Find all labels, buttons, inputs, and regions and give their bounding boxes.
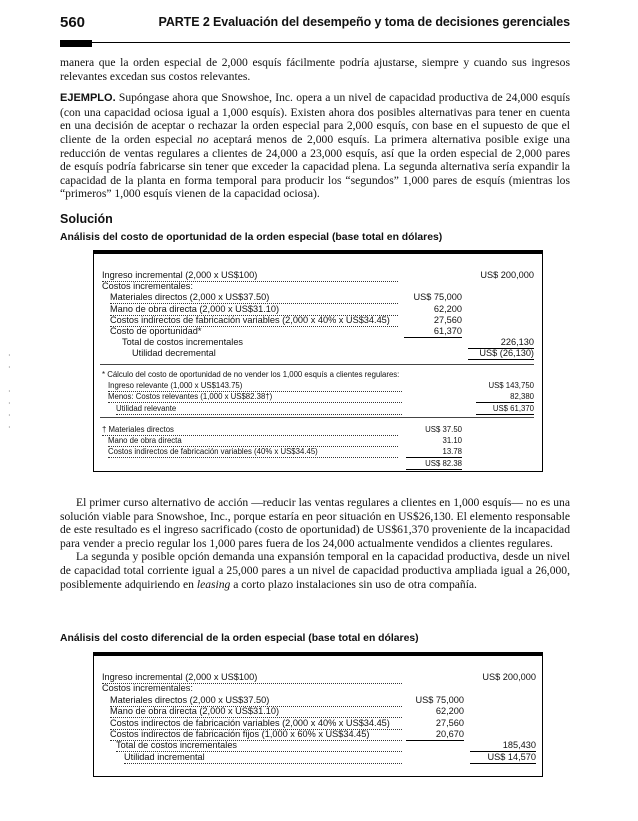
row-label: Utilidad relevante [116,403,402,415]
row-label: Costos indirectos de fabricación fijos (1,000 x 60% x US$34.45) [110,729,402,741]
table1-separator [100,417,534,418]
table-row [94,729,542,740]
row-total: US$ 200,000 [482,672,536,682]
example-text-1: Supóngase ahora que Snowshoe, Inc. opera a un nivel de capacidad productiva de 24,000 esquís (con una capacidad ociosa igual a 1,000 esquís). Existen ahora dos posibles alternativas para tener en cuenta en una decisión de aceptar o rechazar la orden especial para 2,000 esquís, con base en el supuesto de que el cliente de la orden especial [60,91,570,146]
analysis-paragraph-2 [60,550,570,591]
opportunity-cost-table [93,250,543,472]
row-label: * Cálculo del costo de oportunidad de no vender los 1,000 esquís a clientes regulares: [102,370,400,379]
table-row [94,672,542,683]
margin-marks: · · · · · · [8,351,11,432]
row-amount: 27,560 [435,717,464,728]
table1-separator [100,364,534,365]
example-paragraph [60,91,570,201]
row-amount: 27,560 [433,314,462,325]
table-row [94,315,542,326]
row-label: † Materiales directos [102,424,398,436]
row-amount: US$ 82.38 [406,458,462,470]
table-row [94,695,542,706]
table-row [94,369,542,380]
row-label: Costos indirectos de fabricación variables (2,000 x 40% x US$34.45) [110,315,398,327]
row-label: Ingreso incremental (2,000 x US$100) [102,672,402,684]
row-label: Mano de obra directa (2,000 x US$31.10) [110,304,398,316]
row-total: US$ 200,000 [480,270,534,280]
row-label: Total de costos incrementales [116,740,402,752]
table-row [94,270,542,281]
row-label: Utilidad decremental [132,348,216,359]
row-label: Mano de obra directa [108,435,398,447]
row-label: Costos indirectos de fabricación variables (40% x US$34.45) [108,446,398,458]
row-label: Ingreso incremental (2,000 x US$100) [102,270,398,282]
analysis-text-a: La segunda y posible opción demanda una expansión temporal en la capacidad productiva, desde un nivel de capacidad total corriente igual a 25,000 pares a un nivel de capacidad productiva ampliada igual a 26,000, posiblemente adquiriendo en [60,550,570,591]
row-amount: 62,200 [435,706,464,717]
table-row [94,435,542,446]
row-label: Materiales directos (2,000 x US$37.50) [110,695,402,707]
analysis-text [60,496,570,591]
table-row [94,337,542,348]
example-emphasis: no [197,132,209,146]
table-row [94,718,542,729]
running-title: PARTE 2 Evaluación del desempeño y toma de decisiones gerenciales [158,15,570,29]
row-amount: US$ 75,000 [413,292,462,303]
table-row [94,683,542,694]
table-row [94,326,542,337]
table-row [94,752,542,763]
row-label: Costos incrementales: [102,683,193,694]
table2-heading: Análisis del costo diferencial de la orden especial (base total en dólares) [60,633,419,644]
table-row [94,740,542,751]
row-amount: 13.78 [406,446,462,458]
row-amount: US$ 75,000 [415,694,464,705]
example-label: EJEMPLO. [60,92,116,105]
row-amount: 20,670 [406,729,464,741]
table-row [94,458,542,469]
example-text-2: aceptará menos de 2,000 esquís. La primera alternativa posible exige una reducción de ventas regulares a clientes de 24,000 a 23,000 esquís, así que la orden especial de 2,000 pares de esquís podría fabricarse sin tener que exceder la capacidad plena. La segunda alternativa sería expandir la capacidad de la planta en forma temporal para producir los “segundos” 1,000 pares de esquís (mientras los “primeros” 1,000 esquís vienen de la capacidad ociosa). [60,132,570,201]
intro-paragraph: manera que la orden especial de 2,000 esquís fácilmente podría ajustarse, siempre y cuando sus ingresos relevantes excedan sus costos relevantes. [60,56,570,83]
header-block [60,40,92,47]
row-label: Materiales directos (2,000 x US$37.50) [110,292,398,304]
table-row [94,304,542,315]
row-amount: 62,200 [433,303,462,314]
row-label: Costos incrementales: [102,281,193,292]
row-amount: 61,370 [404,326,462,338]
analysis-emphasis: leasing [196,577,231,591]
table-row [94,292,542,303]
row-total: 82,380 [476,391,534,403]
table-row [94,706,542,717]
solution-heading: Solución [60,212,113,226]
table-row [94,424,542,435]
row-amount: US$ 37.50 [425,425,462,434]
table-row [94,281,542,292]
table1-heading: Análisis del costo de oportunidad de la orden especial (base total en dólares) [60,232,443,243]
row-total: 226,130 [468,337,534,349]
row-label: Menos: Costos relevantes (1,000 x US$82.38†) [108,391,402,403]
row-label: Costo de oportunidad* [110,326,202,336]
row-total: US$ (26,130) [468,348,534,360]
row-total: US$ 14,570 [470,752,536,764]
page-number: 560 [60,14,86,31]
analysis-text-b: a corto plazo instalaciones sin uso de otra compañía. [230,577,477,591]
row-total: 185,430 [470,740,536,752]
row-label: Costos indirectos de fabricación variables (2,000 x 40% x US$34.45) [110,718,402,730]
row-label: Ingreso relevante (1,000 x US$143.75) [108,380,402,392]
differential-cost-table [93,652,543,777]
body-text [60,56,570,201]
row-total: US$ 143,750 [488,381,534,391]
analysis-paragraph-1: El primer curso alternativo de acción —reducir las ventas regulares a clientes en 1,000 esquís— no es una solución viable para Snowshoe, Inc., porque estaría en peor situación en US$26,130. El elemento responsable de este resultado es el ingreso sacrificado (costo de oportunidad) de US$61,370 proveniente de la incapacidad para vender a precio regular los 1,000 pares fuera de los 24,000 actualmente vendidos a clientes regulares. [60,496,570,550]
row-label: Total de costos incrementales [122,337,244,348]
header-rule [60,42,570,43]
table-row [94,391,542,402]
row-label: Utilidad incremental [124,752,402,764]
table-row [94,380,542,391]
row-label: Mano de obra directa (2,000 x US$31.10) [110,706,402,718]
row-amount: 31.10 [442,436,462,446]
row-total: US$ 61,370 [476,403,534,415]
table-row [94,348,542,359]
page-header [60,14,570,36]
table-row [94,403,542,414]
table-row [94,446,542,457]
